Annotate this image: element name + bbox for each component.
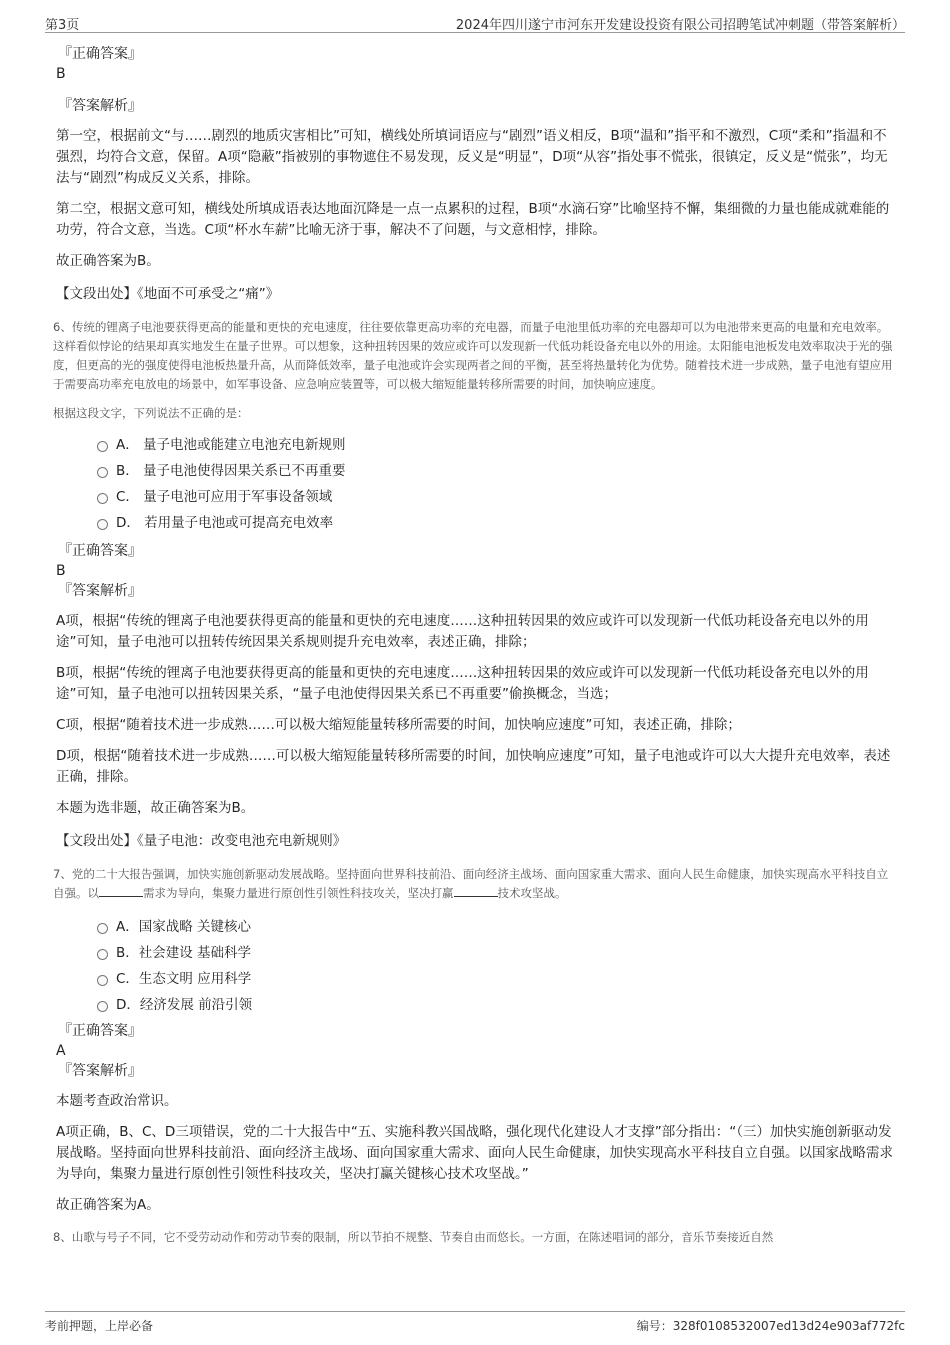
page-content [53, 44, 896, 1247]
option-list [56, 435, 896, 539]
document-title: 2024年四川遂宁市河东开发建设投资有限公司招聘笔试冲刺题（带答案解析） [455, 18, 905, 33]
radio-icon[interactable] [97, 1001, 108, 1012]
radio-icon[interactable] [97, 441, 108, 452]
radio-icon[interactable] [97, 949, 108, 960]
question-passage: 6、传统的锂离子电池要获得更高的能量和更快的充电速度，往往要依靠更高功率的充电器，而量子电池里低功率的充电器却可以为电池带来更高的电量和充电效率。这样看似悖论的结果却真实地发生在量子世界。可以想象，这种扭转因果的效应或许可以发现新一代低功耗设备充电以外的用途。太阳能电池板发电效率取决于光的强度，但更高的光的强度使得电池板热量升高，从而降低效率，量子电池或许会实现两者之间的平衡，甚至将热量转化为优势。随着技术进一步成熟，量子电池有望应用于需要高功率充电放电的场景中，如军事设备、应急响应装置等，可以极大缩短能量转移所需要的时间，加快响应速度。 [53, 320, 893, 391]
analysis-label: 『答案解析』 [58, 1063, 142, 1079]
radio-icon[interactable] [97, 923, 108, 934]
option-b[interactable]: B． 量子电池使得因果关系已不再重要 [56, 461, 896, 487]
analysis-paragraph: 第一空，根据前文“与……剧烈的地质灾害相比”可知，横线处所填词语应与“剧烈”语义相反，B项“温和”指平和不激烈，C项“柔和”指温和不强烈，均符合文意，保留。A项“隐蔽”指被别的事物遮住不易发现，反义是“明显”，D项“从容”指处事不慌张，很镇定，反义是“慌张”，均无法与“剧烈”构成反义关系，排除。 [56, 128, 888, 186]
option-c[interactable]: C． 量子电池可应用于军事设备领域 [56, 487, 896, 513]
footer-slogan: 考前押题，上岸必备 [45, 1319, 154, 1333]
radio-icon[interactable] [97, 467, 108, 478]
passage-source: 【文段出处】《地面不可承受之“痛”》 [56, 286, 280, 302]
radio-icon[interactable] [97, 519, 108, 530]
fill-blank [454, 884, 498, 897]
question-stem: 7、党的二十大报告强调，加快实施创新驱动发展战略。坚持面向世界科技前沿、面向经济主战场、面向国家重大需求、面向人民生命健康，加快实现高水平科技自立自强。以 需求为导向，集聚力量进行原创性引领性科技攻关，坚决打赢 技术攻坚战。 [53, 867, 889, 900]
document-id: 编号：328f0108532007ed13d24e903af772fc [636, 1319, 905, 1333]
conclusion: 本题为选非题，故正确答案为B。 [56, 800, 255, 816]
option-list [56, 917, 896, 1021]
conclusion: 故正确答案为A。 [56, 1197, 160, 1213]
answer-value: B [56, 66, 66, 82]
page-number: 第3页 [45, 18, 80, 33]
analysis-paragraph: D项，根据“随着技术进一步成熟……可以极大缩短能量转移所需要的时间，加快响应速度”可知，量子电池或许可以大大提升充电效率，表述正确，排除。 [56, 748, 891, 785]
conclusion: 故正确答案为B。 [56, 253, 160, 269]
radio-icon[interactable] [97, 493, 108, 504]
option-c[interactable]: C．生态文明 应用科学 [56, 969, 896, 995]
page-header [45, 12, 905, 33]
analysis-paragraph: 第二空，根据文意可知，横线处所填成语表达地面沉降是一点一点累积的过程，B项“水滴石穿”比喻坚持不懈，集细微的力量也能成就难能的功劳，符合文意，当选。C项“杯水车薪”比喻无济于事，解决不了问题，与文意相悖，排除。 [56, 201, 890, 238]
answer-label: 『正确答案』 [58, 543, 142, 559]
analysis-paragraph: A项，根据“传统的锂离子电池要获得更高的能量和更快的充电速度……这种扭转因果的效应或许可以发现新一代低功耗设备充电以外的用途”可知，量子电池可以扭转传统因果关系规则提升充电效率，表述正确，排除； [56, 613, 869, 650]
option-d[interactable]: D．经济发展 前沿引领 [56, 995, 896, 1021]
passage-source: 【文段出处】《量子电池：改变电池充电新规则》 [56, 833, 347, 849]
analysis-paragraph: B项，根据“传统的锂离子电池要获得更高的能量和更快的充电速度……这种扭转因果的效应或许可以发现新一代低功耗设备充电以外的用途”可知，量子电池可以扭转因果关系，“量子电池使得因果关系已不再重要”偷换概念，当选； [56, 665, 869, 702]
answer-value: A [56, 1043, 66, 1059]
option-d[interactable]: D． 若用量子电池或可提高充电效率 [56, 513, 896, 539]
analysis-label: 『答案解析』 [58, 98, 142, 114]
answer-value: B [56, 563, 66, 579]
analysis-label: 『答案解析』 [58, 583, 142, 599]
fill-blank [99, 884, 143, 897]
option-a[interactable]: A． 量子电池或能建立电池充电新规则 [56, 435, 896, 461]
radio-icon[interactable] [97, 975, 108, 986]
option-a[interactable]: A．国家战略 关键核心 [56, 917, 896, 943]
question-prompt: 根据这段文字，下列说法不正确的是： [53, 406, 249, 420]
option-b[interactable]: B．社会建设 基础科学 [56, 943, 896, 969]
analysis-paragraph: A项正确，B、C、D三项错误，党的二十大报告中“五、实施科教兴国战略，强化现代化建设人才支撑”部分指出：“（三）加快实施创新驱动发展战略。坚持面向世界科技前沿、面向经济主战场、面向国家重大需求、面向人民生命健康，加快实现高水平科技自立自强。以国家战略需求为导向，集聚力量进行原创性引领性科技攻关，坚决打赢关键核心技术攻坚战。” [56, 1124, 893, 1182]
question-stem: 8、山歌与号子不同，它不受劳动动作和劳动节奏的限制，所以节拍不规整、节奏自由而悠长。一方面，在陈述唱词的部分，音乐节奏接近自然 [53, 1230, 774, 1244]
analysis-paragraph: 本题考查政治常识。 [56, 1093, 178, 1109]
page-footer [45, 1311, 905, 1334]
answer-label: 『正确答案』 [58, 1023, 142, 1039]
answer-label: 『正确答案』 [58, 46, 142, 62]
analysis-paragraph: C项，根据“随着技术进一步成熟……可以极大缩短能量转移所需要的时间，加快响应速度”可知，表述正确，排除； [56, 717, 741, 733]
